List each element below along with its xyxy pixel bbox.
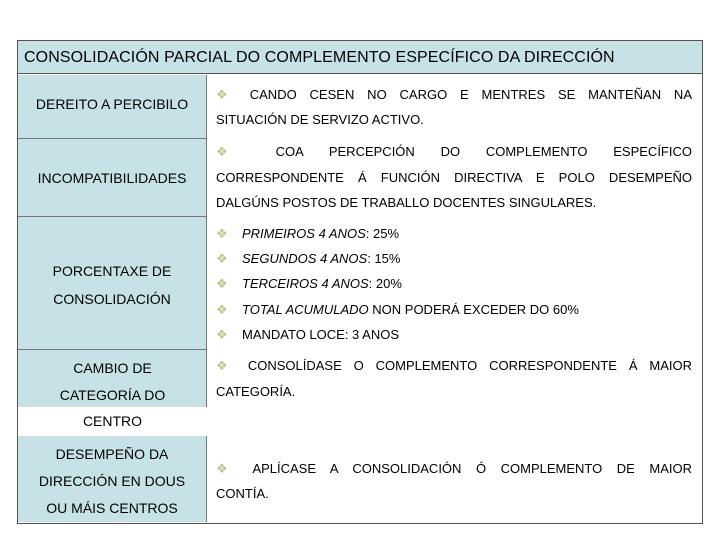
label-porcentaxe-line2: CONSOLIDACIÓN bbox=[53, 291, 171, 307]
list-item: ❖ MANDATO LOCE: 3 ANOS bbox=[216, 327, 400, 342]
cambio-text-line1: CONSOLÍDASE O COMPLEMENTO CORRESPONDENTE Á MAIOR bbox=[247, 358, 693, 373]
bullet-icon: ❖ bbox=[216, 226, 228, 241]
bullet-icon: ❖ bbox=[216, 276, 228, 291]
bullet-icon: ❖ bbox=[216, 144, 250, 159]
page-title: CONSOLIDACIÓN PARCIAL DO COMPLEMENTO ESPECÍFICO DA DIRECCIÓN bbox=[18, 41, 702, 74]
label-incompat-text: INCOMPATIBILIDADES bbox=[37, 170, 187, 186]
label-dereito bbox=[18, 75, 207, 139]
label-desempeno-line1: DESEMPEÑO DA bbox=[55, 446, 169, 462]
label-dereito-text: DEREITO A PERCIBILO bbox=[35, 96, 189, 112]
incompat-text-line1: COA PERCEPCIÓN DO COMPLEMENTO ESPECÍFICO bbox=[275, 144, 692, 159]
dereito-text-line2: SITUACIÓN DE SERVIZO ACTIVO. bbox=[216, 112, 424, 127]
label-porcentaxe-line1: PORCENTAXE DE bbox=[52, 263, 172, 279]
bullet-icon: ❖ bbox=[216, 461, 239, 476]
label-cambio-line1: CAMBIO DE bbox=[73, 360, 152, 376]
bullet-icon: ❖ bbox=[216, 302, 228, 317]
label-desempeno-line2: DIRECCIÓN EN DOUS bbox=[38, 473, 186, 489]
bullet-icon: ❖ bbox=[216, 358, 236, 373]
list-item: ❖ PRIMEIROS 4 ANOS: 25% bbox=[216, 226, 400, 241]
bullet-icon: ❖ bbox=[216, 251, 228, 266]
incompat-text-line3: DALGÚNS POSTOS DE TRABALLO DOCENTES SINGULARES. bbox=[216, 195, 597, 210]
dereito-text-line1: CANDO CESEN NO CARGO E MENTRES SE MANTEÑAN NA bbox=[249, 87, 692, 102]
desempeno-text-line1: APLÍCASE A CONSOLIDACIÓN Ó COMPLEMENTO DE MAIOR bbox=[252, 461, 693, 476]
list-item: ❖ SEGUNDOS 4 ANOS: 15% bbox=[216, 251, 401, 266]
cambio-text-line2: CATEGORÍA. bbox=[216, 384, 296, 399]
label-cambio-line2: CATEGORÍA DO bbox=[59, 387, 166, 403]
bullet-icon: ❖ bbox=[216, 327, 228, 342]
label-desempeno-line3: OU MÁIS CENTROS bbox=[46, 500, 178, 516]
label-porcentaxe bbox=[18, 217, 207, 350]
bullet-icon: ❖ bbox=[216, 87, 237, 102]
label-cambio-line3: CENTRO bbox=[82, 413, 143, 429]
incompat-text-line2: CORRESPONDENTE Á FUNCIÓN DIRECTIVA E POLO DESEMPEÑO bbox=[216, 170, 692, 185]
label-incompat bbox=[18, 139, 207, 217]
list-item: ❖ TOTAL ACUMULADO NON PODERÁ EXCEDER DO 60% bbox=[216, 302, 579, 317]
list-item: ❖ TERCEIROS 4 ANOS: 20% bbox=[216, 276, 402, 291]
label-cambio bbox=[18, 350, 207, 434]
label-desempeno bbox=[18, 436, 207, 522]
desempeno-text-line2: CONTÍA. bbox=[216, 486, 269, 501]
